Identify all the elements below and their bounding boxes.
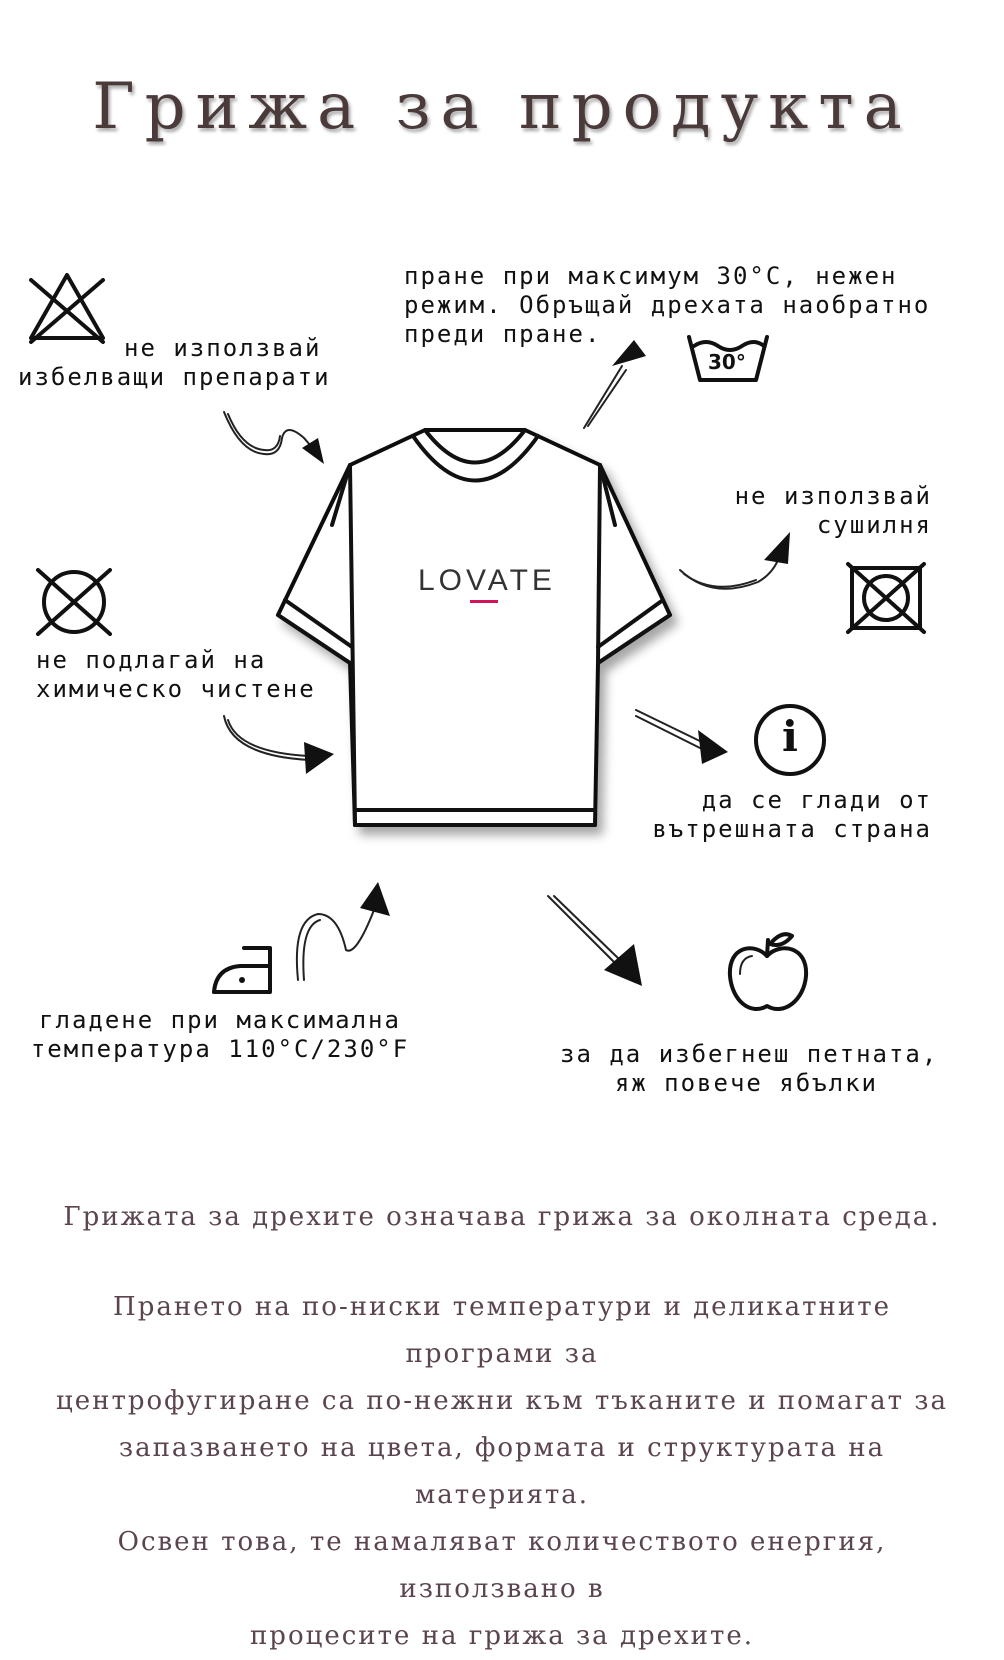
tshirt-illustration bbox=[270, 425, 690, 855]
arrow-dryer bbox=[676, 530, 794, 602]
no-bleach-label: не използвай избелващи препарати bbox=[18, 334, 331, 391]
apple-icon bbox=[724, 928, 810, 1018]
no-dry-clean-label: не подлагай на химическо чистене bbox=[36, 646, 316, 703]
arrow-wash bbox=[578, 336, 654, 432]
apples-label: за да избегнеш петната, яж повече ябълки bbox=[560, 1040, 939, 1097]
footer-paragraph bbox=[40, 1284, 964, 1660]
iron-temp-label: гладене при максимална температура 110°C/230°F bbox=[30, 1006, 410, 1063]
no-tumble-dry-icon bbox=[846, 562, 926, 634]
footer-line-1: Грижата за дрехите означава грижа за околната среда. bbox=[63, 1202, 941, 1232]
footer-line-4: запазването на цвета, формата и структурата на материята. bbox=[118, 1433, 886, 1510]
arrow-iron-inside bbox=[632, 706, 732, 768]
footer-line-3: центрофугиране са по-нежни към тъканите и помагат за bbox=[56, 1386, 948, 1416]
brand-logo-accent bbox=[470, 600, 498, 603]
footer-line-5: Освен това, те намаляват количеството енергия, използвано в bbox=[117, 1527, 887, 1604]
arrow-apples bbox=[544, 892, 648, 990]
footer-intro bbox=[40, 1194, 964, 1241]
arrow-dryclean bbox=[220, 712, 340, 782]
arrow-iron bbox=[294, 880, 394, 984]
brand-logo: LOVATE bbox=[418, 564, 556, 597]
wash-temp: 30° bbox=[708, 350, 746, 374]
footer-line-2: Прането на по-ниски температури и деликатните програми за bbox=[113, 1292, 891, 1369]
iron-icon bbox=[210, 944, 276, 996]
info-icon-letter: i bbox=[782, 712, 798, 761]
iron-inside-label: да се глади от вътрешната страна bbox=[652, 786, 932, 843]
wash-label: пране при максимум 30°C, нежен режим. Обръщай дрехата наобратно преди пране. bbox=[404, 262, 931, 348]
arrow-bleach bbox=[220, 408, 330, 478]
no-dry-clean-icon bbox=[32, 566, 116, 638]
no-dryer-label: не използвай сушилня bbox=[734, 482, 932, 539]
footer-line-6: процесите на грижа за дрехите. bbox=[249, 1621, 755, 1651]
page-title: Грижа за продукта bbox=[92, 70, 912, 144]
